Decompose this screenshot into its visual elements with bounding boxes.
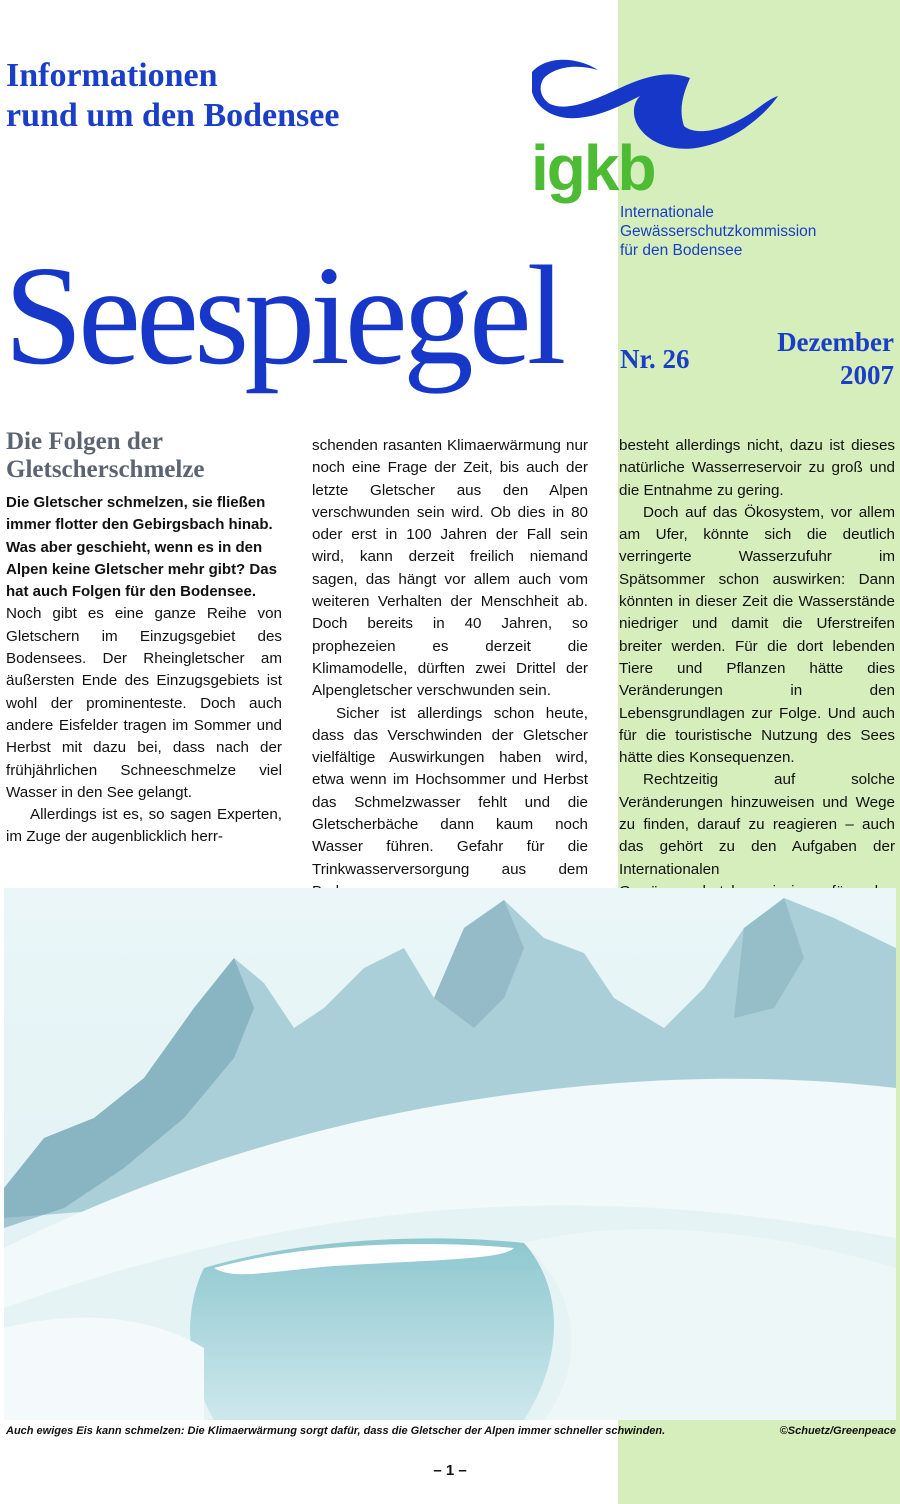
issue-year: 2007 — [840, 360, 894, 390]
article-paragraph: Sicher ist allerdings schon heute, dass das Verschwinden der Gletscher vielfältige Auswirkungen haben wird, etwa wenn im Hochsommer und Herbst das Schmelzwasser fehlt und die Gletscherbäche dann kaum noch Wasser führen. Gefahr für die Trinkwasserversorgung aus dem — [312, 704, 588, 878]
page-number: – 1 – — [433, 1462, 467, 1479]
article-paragraph: schenden rasanten Klimaerwärmung nur noch eine Frage der Zeit, bis auch der letzte Gletscher aus den Alpen verschwunden sein wird. Ob dies in 80 oder erst in 100 Jahren der Fall sein wird, kann derzeit freilich niemand sagen, das hängt vor allem auch vom weiteren Verhalten der Menschheit ab. Doch bereits in 40 Jahren, so prophezeien es derzeit die Klimamodelle, dürften zwei Drittel der Alpengletscher verschwunden sein. — [312, 437, 588, 700]
article-headline: Die Folgen der Gletscherschmelze — [6, 428, 205, 483]
article-paragraph: Allerdings ist es, so sagen Experten, im Zuge der augenblicklich herr- — [6, 806, 282, 846]
kicker-line-1: Informationen — [6, 57, 218, 94]
article-paragraph: Noch gibt es eine ganze Reihe von Gletschern im Einzugsgebiet des Bodensees. Der Rheingletscher am äußersten Ende des Einzugsgebiets ist wohl der prominenteste. Doch auch andere Eisfelder tragen im Sommer und Herbst mit dazu bei, dass nach der frühjährlichen Schneeschmelze viel Wasser in den See gelangt. — [6, 605, 282, 801]
igkb-wordmark: igkb — [531, 132, 655, 204]
org-line-2: Gewässerschutzkommission — [620, 223, 817, 240]
article-lead: Die Gletscher schmelzen, sie fließen immer flotter den Gebirgsbach hinab. Was aber geschieht, wenn es in den Alpen keine Gletscher mehr gibt? Das hat auch Folgen für den Bodensee. — [6, 494, 277, 601]
article-column-3 — [619, 435, 895, 926]
photo-caption: Auch ewiges Eis kann schmelzen: Die Klimaerwärmung sorgt dafür, dass die Gletscher der Alpen immer schneller schwinden. — [6, 1425, 666, 1437]
article-paragraph: besteht allerdings nicht, dazu ist dieses natürliche Wasserreservoir zu groß und die Entnahme zu gering. — [619, 437, 895, 499]
kicker-line-2: rund um den Bodensee — [6, 97, 340, 134]
org-line-3: für den Bodensee — [620, 242, 743, 259]
article-column-1 — [6, 428, 282, 849]
article-column-2 — [312, 435, 588, 903]
article-paragraph: Rechtzeitig auf solche Veränderungen hinzuweisen und Wege zu finden, darauf zu reagieren – auch das gehört zu den Aufgaben der Internationalen — [619, 771, 895, 878]
masthead-title: Seespiegel — [4, 236, 562, 394]
organization-name — [620, 203, 816, 260]
kicker — [6, 56, 339, 136]
issue-number: Nr. 26 — [620, 344, 690, 374]
article-paragraph: Doch auf das Ökosystem, vor allem am Ufer, könnte sich die deutlich verringerte Wasserzufuhr im Spätsommer schon auswirken: Dann könnten in dieser Zeit die Wasserstände niedriger und damit die Uferstreifen breiter werden. Für die dort lebenden Tiere und Pflanzen hätte dies Veränderungen in den Lebensgrundlagen zur Folge. Und auch für die touristische Nutzung des Sees hätte dies Konsequenzen. — [619, 503, 895, 767]
issue-month: Dezember — [777, 327, 894, 357]
glacier-photo — [4, 888, 896, 1420]
photo-credit: ©Schuetz/Greenpeace — [779, 1425, 896, 1437]
issue-date — [777, 326, 894, 392]
org-line-1: Internationale — [620, 204, 714, 221]
